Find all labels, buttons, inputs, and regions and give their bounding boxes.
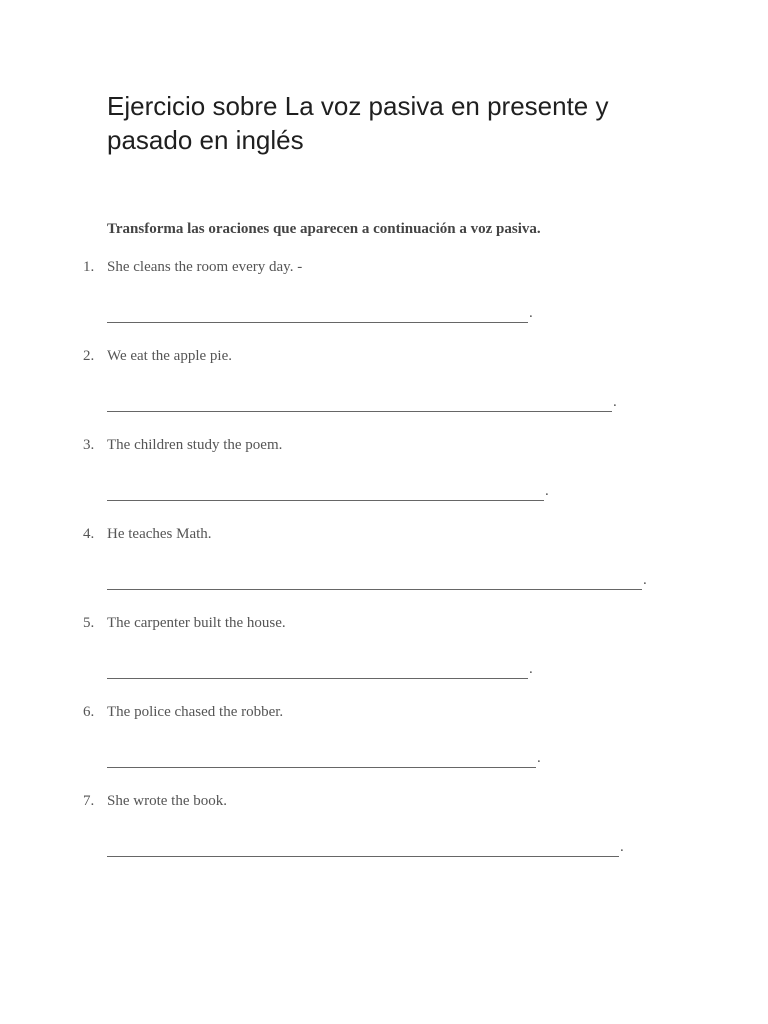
answer-blank[interactable] [107, 392, 617, 412]
item-number: 6. [83, 704, 95, 720]
answer-period: . [620, 839, 624, 855]
item-number: 1. [83, 259, 95, 275]
answer-blank[interactable] [107, 481, 549, 501]
item-number: 7. [83, 793, 95, 809]
item-sentence: She wrote the book. [107, 793, 227, 809]
instruction-text: Transforma las oraciones que aparecen a continuación a voz pasiva. [107, 221, 541, 237]
exercise-item-4 [0, 524, 768, 604]
answer-period: . [643, 572, 647, 588]
answer-blank[interactable] [107, 659, 533, 679]
answer-blank[interactable] [107, 303, 533, 323]
answer-underline [107, 664, 528, 679]
item-sentence: The carpenter built the house. [107, 615, 286, 631]
answer-period: . [529, 661, 533, 677]
item-sentence: The police chased the robber. [107, 704, 284, 720]
answer-blank[interactable] [107, 837, 624, 857]
item-number: 3. [83, 437, 95, 453]
item-number: 2. [83, 348, 95, 364]
item-sentence: She cleans the room every day. - [107, 259, 303, 275]
page-title: Ejercicio sobre La voz pasiva en presente y pasado en inglés [107, 91, 609, 155]
exercise-item-2 [0, 346, 768, 426]
exercise-item-3 [0, 435, 768, 515]
item-sentence: We eat the apple pie. [107, 348, 232, 364]
exercise-item-5 [0, 613, 768, 693]
answer-blank[interactable] [107, 748, 541, 768]
item-sentence: The children study the poem. [107, 437, 283, 453]
answer-underline [107, 486, 544, 501]
answer-underline [107, 842, 619, 857]
item-sentence: He teaches Math. [107, 526, 212, 542]
answer-underline [107, 397, 612, 412]
exercise-item-7 [0, 791, 768, 871]
answer-period: . [537, 750, 541, 766]
exercise-item-6 [0, 702, 768, 782]
answer-underline [107, 308, 528, 323]
item-number: 4. [83, 526, 95, 542]
answer-period: . [529, 305, 533, 321]
answer-underline [107, 575, 642, 590]
exercise-item-1 [0, 257, 768, 337]
answer-period: . [545, 483, 549, 499]
answer-blank[interactable] [107, 570, 647, 590]
answer-period: . [613, 394, 617, 410]
item-number: 5. [83, 615, 95, 631]
answer-underline [107, 753, 536, 768]
